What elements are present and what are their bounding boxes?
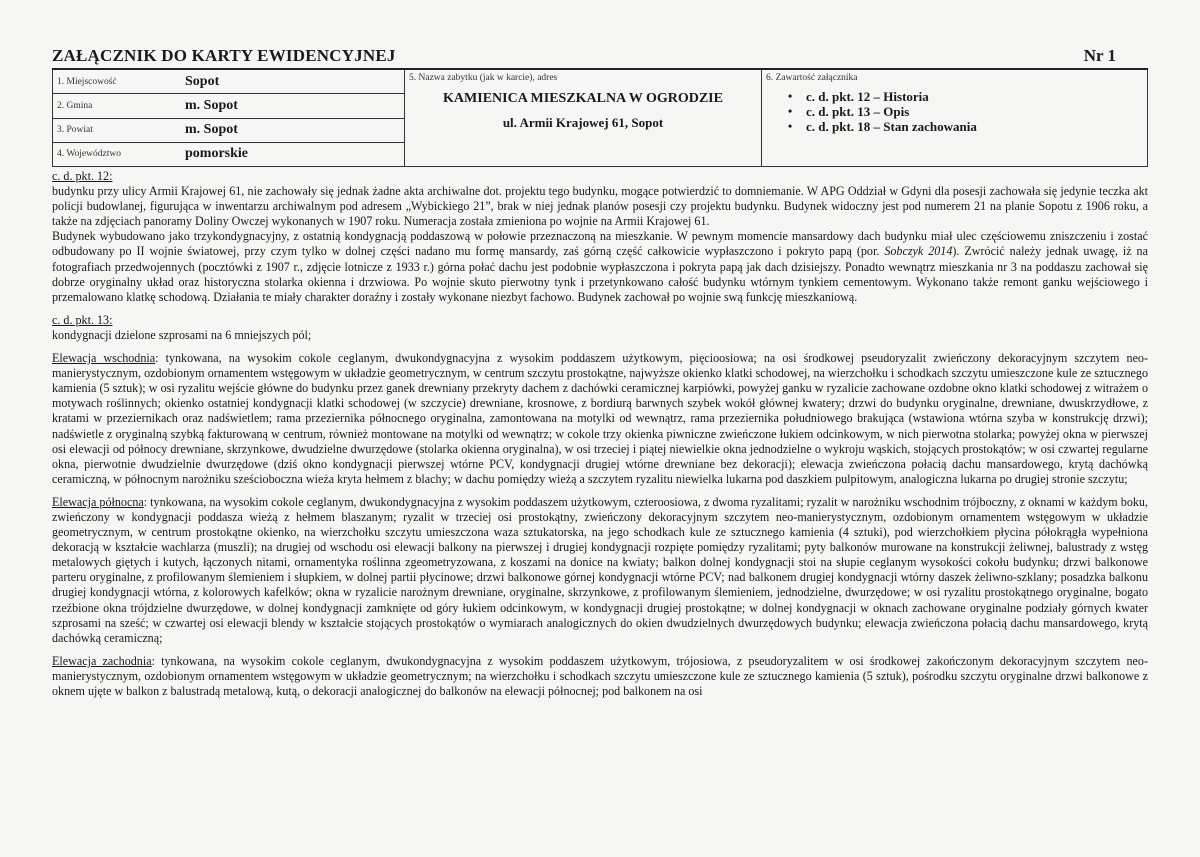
field-value: pomorskie bbox=[185, 146, 248, 162]
west-elevation-paragraph: Elewacja zachodnia: tynkowana, na wysokim cokole ceglanym, dwukondygnacyjna z wysokim poddaszem użytkowym, trójosiowa, z pseudoryzalitem w osi środkowej zakończonym dekoracyjnym szczytem neo-manierystycznym, ozdobionym ornamentem wstęgowym w układzie geometrycznym; na wierzchołku i schodkach szczytu umieszczone kule ze sztucznego kamienia (5 sztuk), pośrodku szczytu oryginalne drzwi balkonowe z oknem ujęte w balkon z balustradą metalową, kutą, o dekoracji analogicznej do balkonów na elewacji północnej; pod balkonem na osi bbox=[52, 653, 1148, 698]
form-table bbox=[52, 70, 1148, 167]
east-elevation-paragraph: Elewacja wschodnia: tynkowana, na wysokim cokole ceglanym, dwukondygnacyjna z wysokim poddaszem użytkowym, pięcioosiowa; na osi środkowej pseudoryzalit zwieńczony dekoracyjnym szczytem neo-manierystycznym, ozdobionym ornamentem wstęgowym w układzie geometrycznym, w centrum szczytu prostokątne, najwyższe okienko klatki schodowej, na wierzchołku i schodkach szczytu umieszczone kule ze sztucznego kamienia (5 sztuk); w osi ryzalitu wejście główne do budynku przez ganek drewniany przekryty dachem z dachówki ceramicznej karpiówki, powyżej ganku w ryzalicie zachowane ozdobne okno klatki schodowej z witrażem o motywach roślinnych; okienko ostatniej kondygnacji klatki schodowej (w szczycie) drewniane, krosnowe, z bordiurą barwnych szybek wokół głównej kwatery; drzwi do budynku oryginalne, drewniane, dwuskrzydłowe, z kratami w przeziernikach oraz nadświetlem; rama przeziernika północnego oryginalna, zamontowana na motylki od wewnątrz, rama przeziernika południowego brakująca (wstawiona wtórna szyba w konstrukcję drzwi); nadświetle z oryginalną szybką fakturowaną w centrum, również montowane na motylki od wewnątrz; w cokole trzy okienka piwniczne zwieńczone łukiem odcinkowym, w nich pierwotna stolarka; powyżej okna w pierwszej osi elewacji od północy drewniane, skrzynkowe, dwudzielne dwurzędowe (stolarka okienna oryginalna), w osi trzeciej i piątej niewielkie okna jednodzielne o wykroju wąskich, stojących prostokątów; w osi czwartej regularne okna, pierwotnie dwudzielnie dwurzędowe (dziś okno kondygnacji pierwszej wtórne PCV, kondygnacji drugiej wtórne drewniane bez dekoracji); elewacja zwieńczona połacią dachu mansardowego, krytą dachówką ceramiczną, w północnym narożniku sześcioboczna wieża kryta hełmem z blachy; w dachu pomiędzy wieżą a szczytem ryzalitu niewielka lukarna pod daszkiem pulpitowym, analogiczna lukarna po drugiej stronie szczytu; bbox=[52, 351, 1149, 486]
west-elevation-label: Elewacja zachodnia bbox=[52, 653, 152, 668]
field-label: 1. Miejscowość bbox=[57, 76, 117, 87]
section12-paragraph-1: budynku przy ulicy Armii Krajowej 61, nie zachowały się jednak żadne akta archiwalne dot. projektu tego budynku, mogące potwierdzić to domniemanie. W APG Oddział w Gdyni dla posesji zachowała się jedynie teczka akt policji budowlanej, figurująca w inwentarzu archiwalnym pod adresem „Wybickiego 21”, brak w niej jednak planów posesji czy projektu budynku. Budynek widoczny jest pod numerem 21 na planie Sopotu z 1906 roku, a także na zdjęciach panoramy Doliny Owczej wykonanych w 1907 roku. Numeracja została zmieniona po wojnie na Armii Krajowej 61. bbox=[52, 184, 1148, 229]
citation: Sobczyk 2014 bbox=[884, 244, 953, 259]
title-row bbox=[52, 40, 1148, 70]
object-cell bbox=[405, 70, 762, 166]
contents-cell bbox=[762, 70, 1149, 166]
field-row-powiat bbox=[53, 119, 404, 143]
field-row-wojewodztwo bbox=[53, 143, 404, 166]
document-page bbox=[52, 40, 1148, 699]
contents-item: • c. d. pkt. 13 – Opis bbox=[788, 104, 910, 119]
object-name: KAMIENICA MIESZKALNA W OGRODZIE bbox=[443, 91, 723, 106]
bullet-icon: • bbox=[788, 89, 793, 103]
section12-heading: c. d. pkt. 12: bbox=[52, 169, 113, 183]
section13-heading: c. d. pkt. 13: bbox=[52, 312, 113, 327]
north-elevation-label: Elewacja północna bbox=[52, 494, 144, 509]
field-row-miejscowosc bbox=[53, 70, 404, 94]
field-value: m. Sopot bbox=[185, 97, 238, 113]
attachment-number: Nr 1 bbox=[1083, 46, 1116, 65]
bullet-icon: • bbox=[788, 104, 793, 118]
north-elevation-paragraph: Elewacja północna: tynkowana, na wysokim cokole ceglanym, dwukondygnacyjna z wysokim poddaszem użytkowym, czteroosiowa, z dwoma ryzalitami; ryzalit w narożniku wschodnim trójboczny, z oknami w każdym boku, zwieńczony w kondygnacji poddasza wieżą z hełmem blaszanym; ryzalit w trzeciej osi prostokątny, zwieńczony dekoracyjnym szczytem neo-manierystycznym, ozdobionym ornamentem wstęgowym w układzie geometrycznym, w centrum prostokątne okienko, na wierzchołku szczytu umieszczona waza sztukatorska, na jego schodkach kule ze sztucznego kamienia (4 sztuki), pod wierzchołkiem płycina półokrągła wypełniona dekoracją w kształcie wachlarza (muszli); na drugiej od wschodu osi elewacji balkony na pierwszej i drugiej kondygnacji rozpięte pomiędzy ryzalitami; pyty balkonów murowane na konstrukcji żeliwnej, balustrady z wstęg metalowych giętych i kutych, łączonych nitami, ornamentyka roślinna zgeometryzowana, z koszami na donice na kwiaty; balkon dolnej kondygnacji stoi na słupie ceglanym wysokości cokołu budynku; drzwi balkonowe parteru oryginalne, z profilowanym ślemieniem i słupkiem, w dolnej partii płycinowe; drzwi balkonowe górnej kondygnacji wtórne PCV; nad balkonem drugiej kondygnacji wtórny daszek żeliwno-szklany; posadzka balkonu drugiej kondygnacji wtórna, z kolorowych kafelków; okna w ryzalicie narożnym drewniane, oryginalne, skrzynkowe, z profilowanym ślemieniem, jednodzielne, dwurzędowe; w osi ryzalitu prostokątnego oryginalne, bogato rzeźbione okna trójdzielne dwurzędowe, w dolnej kondygnacji zamknięte od góry łukiem odcinkowym, w kondygnacji drugiej prostokątne; w dolnej kondygnacji w oknach zachowane oryginalne podziały górnych kwater szprosami na sześć; w czwartej osi elewacji blendy w kształcie stojących prostokątów o wymiarach analogicznych do okien dwudzielnych dwurzędowych budynku; elewacja zwieńczona połacią dachu mansardowego, krytą dachówką ceramiczną; bbox=[52, 494, 1148, 645]
document-title: ZAŁĄCZNIK DO KARTY EWIDENCYJNEJ bbox=[52, 46, 396, 65]
field-label: 2. Gmina bbox=[57, 100, 93, 111]
location-fields bbox=[53, 70, 405, 166]
contents-label: 6. Zawartość załącznika bbox=[766, 73, 858, 83]
field-label: 4. Województwo bbox=[57, 149, 121, 160]
bullet-icon: • bbox=[788, 119, 793, 133]
contents-item: • c. d. pkt. 12 – Historia bbox=[788, 89, 929, 104]
field-value: Sopot bbox=[185, 73, 220, 89]
section12-paragraph-2: Budynek wybudowano jako trzykondygnacyjny, z ostatnią kondygnacją poddaszową w połowie przeznaczoną na mieszkanie. W pewnym momencie mansardowy dach budynku miał ulec częściowemu zniszczeniu i zostać odbudowany po II wojnie światowej, przy czym tylko w dolnej części nadano mu formę mansardy, zaś górną część całkowicie wypłaszczono i pokryto papą (por. Sobczyk 2014). Zwrócić należy jednak uwagę, iż na fotografiach przedwojennych (pocztówki z 1907 r., zdjęcie lotnicze z 1933 r.) górna połać dachu jest podobnie wypłaszczona i pokryta papą jak dach dzisiejszy. Ponadto wewnątrz mieszkania nr 3 na poddaszu zachował się dobrze oryginalny układ oraz historyczna stolarka okienna i drzwiowa. Po wojnie skuto pierwotny tynk i przetynkowano całość budynku wtórnym tynkiem cementowym. Wykonano także remont ganku wejściowego i przemalowano klatkę schodową. Działania te miały charakter doraźny i zostały wykonane niezbyt fachowo. Budynek zachował po wojnie swą funkcję mieszkaniową. bbox=[52, 229, 1148, 304]
east-elevation-label: Elewacja wschodnia bbox=[52, 351, 156, 366]
object-address: ul. Armii Krajowej 61, Sopot bbox=[502, 115, 664, 130]
document-body bbox=[52, 169, 1148, 699]
contents-item: • c. d. pkt. 18 – Stan zachowania bbox=[788, 119, 977, 134]
contents-list bbox=[762, 89, 1149, 134]
object-label: 5. Nazwa zabytku (jak w karcie), adres bbox=[409, 73, 558, 83]
field-value: m. Sopot bbox=[185, 122, 238, 138]
field-row-gmina bbox=[53, 94, 404, 118]
field-label: 3. Powiat bbox=[57, 125, 93, 136]
section13-intro: kondygnacji dzielone szprosami na 6 mniejszych pól; bbox=[52, 327, 312, 342]
